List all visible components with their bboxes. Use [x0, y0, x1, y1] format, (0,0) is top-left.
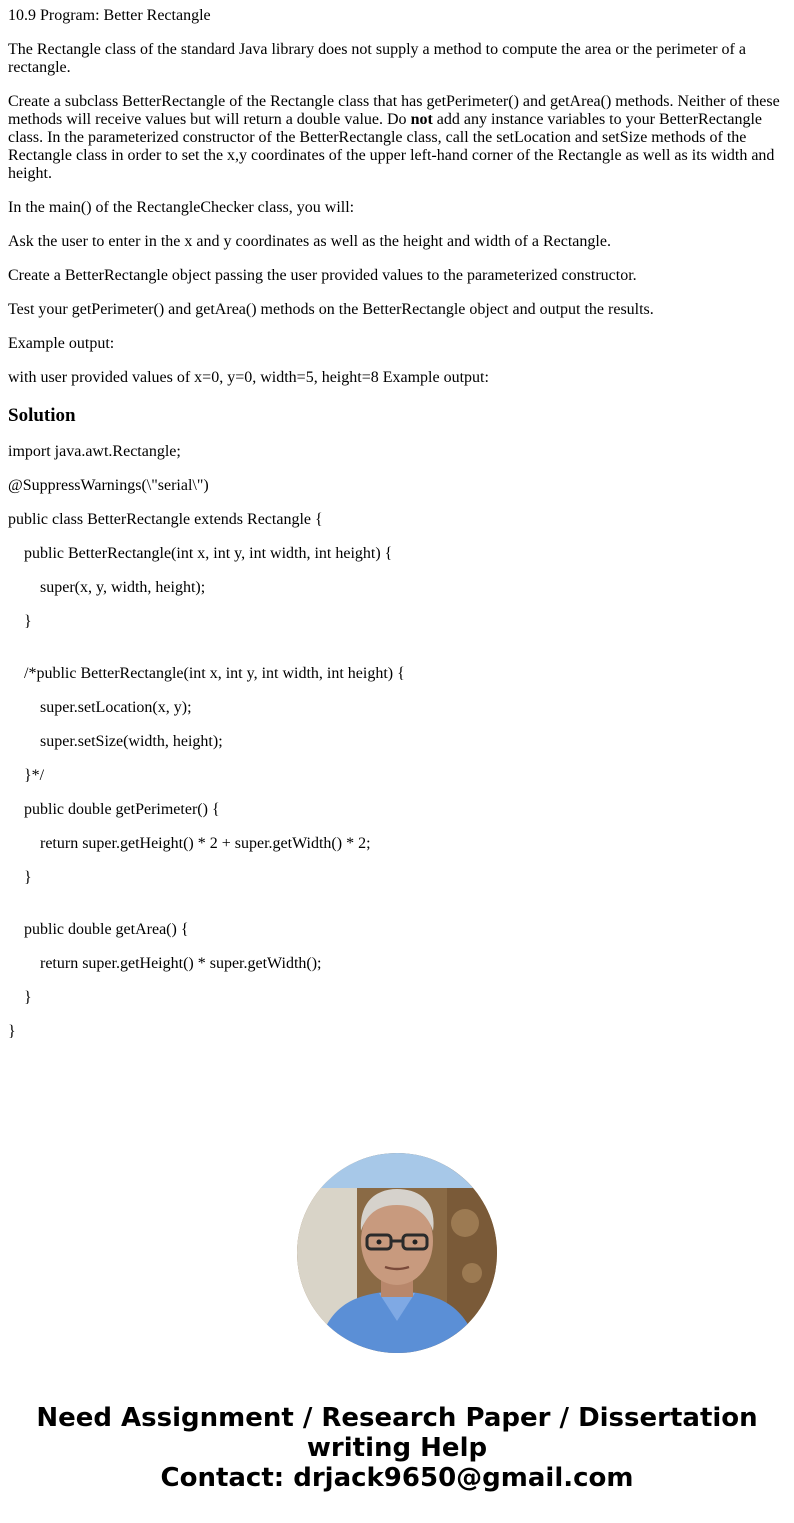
code-blank-line — [8, 647, 786, 665]
promo-line-2: writing Help — [306, 1433, 488, 1463]
code-line: super.setLocation(x, y); — [40, 699, 192, 716]
question-paragraph-3: In the main() of the RectangleChecker class, you will: — [8, 199, 355, 216]
code-line: @SuppressWarnings(\"serial\") — [8, 477, 209, 494]
p2-text-before: Create a subclass BetterRectangle of the Rectangle class that has getPerimeter() and getArea() methods. Neither of these methods will receive values but will return a double value. Do — [8, 93, 784, 128]
person-portrait-icon — [297, 1153, 497, 1353]
question-paragraph-7: Example output: — [8, 335, 115, 352]
promo-line-1: Need Assignment / Research Paper / Dissertation — [36, 1403, 758, 1433]
code-line: } — [24, 989, 32, 1006]
question-paragraph-8: with user provided values of x=0, y=0, width=5, height=8 Example output: — [8, 369, 489, 386]
document — [8, 7, 786, 1057]
question-paragraph-2 — [8, 93, 786, 183]
code-blank-line — [8, 903, 786, 921]
code-line: public class BetterRectangle extends Rectangle { — [8, 511, 323, 528]
solution-code — [8, 443, 786, 1041]
question-paragraph-5: Create a BetterRectangle object passing the user provided values to the parameterized constructor. — [8, 267, 637, 284]
code-line: } — [8, 1023, 16, 1040]
question-paragraph-4: Ask the user to enter in the x and y coordinates as well as the height and width of a Rectangle. — [8, 233, 611, 250]
code-line: /*public BetterRectangle(int x, int y, int width, int height) { — [24, 665, 405, 682]
code-line: return super.getHeight() * super.getWidth(); — [40, 955, 322, 972]
avatar — [297, 1153, 497, 1353]
code-line: super(x, y, width, height); — [40, 579, 206, 596]
code-line: import java.awt.Rectangle; — [8, 443, 181, 460]
code-line: }*/ — [24, 767, 45, 784]
p2-text-after: add any instance variables to your BetterRectangle class. In the parameterized constructor of the BetterRectangle class, call the setLocation and setSize methods of the Rectangle class in order to set the x,y coordinates of the upper left-hand corner of the Rectangle as well as its width and height. — [8, 111, 779, 182]
code-line: public double getArea() { — [24, 921, 189, 938]
p2-bold-not: not — [410, 111, 433, 128]
code-line: } — [24, 613, 32, 630]
code-line: return super.getHeight() * 2 + super.getWidth() * 2; — [40, 835, 371, 852]
promo-banner — [0, 1403, 794, 1493]
code-line: public double getPerimeter() { — [24, 801, 220, 818]
code-line: public BetterRectangle(int x, int y, int width, int height) { — [24, 545, 393, 562]
question-title: 10.9 Program: Better Rectangle — [8, 7, 211, 24]
solution-heading: Solution — [8, 405, 76, 426]
code-line: } — [24, 869, 32, 886]
code-line: super.setSize(width, height); — [40, 733, 223, 750]
question-paragraph-6: Test your getPerimeter() and getArea() methods on the BetterRectangle object and output the results. — [8, 301, 654, 318]
question-paragraph-1: The Rectangle class of the standard Java library does not supply a method to compute the area or the perimeter of a rectangle. — [8, 41, 750, 76]
promo-contact: Contact: drjack9650@gmail.com — [160, 1463, 634, 1493]
